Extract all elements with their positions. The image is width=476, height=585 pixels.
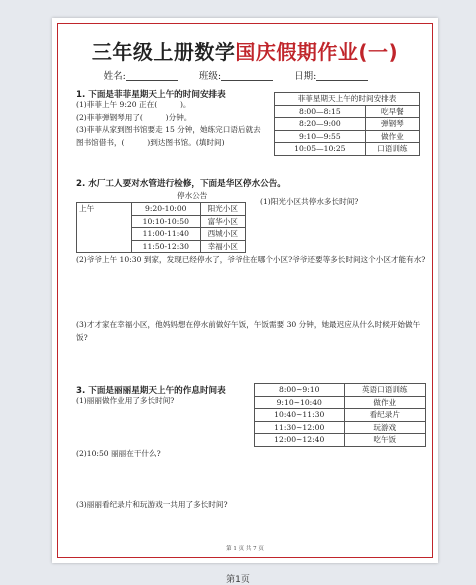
page-caption: 第1页 (226, 575, 250, 585)
s1-q1: (1)菲菲上午 9:20 正在( )。 (76, 100, 191, 109)
name-blank[interactable] (126, 80, 178, 81)
class-label: 班级: (198, 71, 222, 82)
section-2-title: 2. 水厂工人要对水管进行检修，下面是华区停水公告。 (76, 179, 286, 189)
table-cell: 弹钢琴 (365, 118, 419, 131)
table-cell: 口语训练 (365, 143, 419, 156)
table-cell: 12:00~12:40 (255, 434, 345, 447)
s2-q2: (2)爷爷上午 10:30 到家，发现已经停水了，爷爷住在哪个小区?爷爷还要等多长时间这个小区才能有水? (76, 255, 426, 264)
table-cell: 做作业 (365, 130, 419, 143)
table-cell: 西城小区 (200, 228, 245, 241)
s2-period-cell: 上午 (77, 203, 132, 253)
s3-schedule-table (254, 383, 426, 447)
section-3-title: 3. 下面是丽丽星期天上午的作息时间表 (76, 386, 226, 396)
s3-q3: (3)丽丽看纪录片和玩游戏一共用了多长时间? (76, 500, 228, 509)
class-blank[interactable] (221, 80, 273, 81)
s2-notice-table (76, 202, 246, 253)
table-cell: 幸福小区 (200, 240, 245, 253)
table-cell: 8:00~9:10 (255, 384, 345, 397)
table-cell: 吃午饭 (344, 434, 426, 447)
s2-q1: (1)阳光小区共停水多长时间? (260, 197, 359, 206)
table-cell: 11:00-11:40 (132, 228, 201, 241)
table-cell: 玩游戏 (344, 421, 426, 434)
date-label: 日期: (294, 71, 317, 82)
table-cell: 8:00—8:15 (275, 105, 366, 118)
table-cell: 看纪录片 (344, 409, 426, 422)
title-main: 三年级上册数学 (91, 40, 236, 64)
s1-schedule-table (274, 92, 420, 156)
table-cell: 富华小区 (200, 215, 245, 228)
s3-q2: (2)10:50 丽丽在干什么? (76, 449, 161, 458)
s1-table-caption: 菲菲星期天上午的时间安排表 (275, 93, 420, 106)
table-cell: 阳光小区 (200, 203, 245, 216)
table-cell: 吃早餐 (365, 105, 419, 118)
student-info-line (52, 68, 438, 82)
table-cell: 9:10—9:55 (275, 130, 366, 143)
table-cell: 10:10-10:50 (132, 215, 201, 228)
table-cell: 8:20—9:00 (275, 118, 366, 131)
s2-q3: (3)才才家在幸福小区，他妈妈想在停水前做好午饭，午饭需要 30 分钟，她最迟应从什么时候开始做午饭? (76, 320, 421, 342)
s1-q2: (2)菲菲弹钢琴用了( )分钟。 (76, 112, 192, 122)
table-cell: 做作业 (344, 396, 426, 409)
s1-q3: (3)菲菲从家到图书馆要走 15 分钟，她练完口语后就去图书馆借书，( )到达图书馆。(填时间) (76, 125, 261, 147)
table-cell: 9:20-10:00 (132, 203, 201, 216)
date-blank[interactable] (316, 80, 368, 81)
section-1-title: 1. 下面是菲菲星期天上午的时间安排表 (76, 90, 226, 100)
page-title (52, 36, 438, 65)
table-cell: 11:50-12:30 (132, 240, 201, 253)
s3-q1: (1)丽丽做作业用了多长时间? (76, 396, 175, 405)
table-cell: 9:10~10:40 (255, 396, 345, 409)
worksheet-page (52, 18, 438, 563)
table-cell: 11:30~12:00 (255, 421, 345, 434)
table-cell: 10:05—10:25 (275, 143, 366, 156)
table-cell: 10:40~11:30 (255, 409, 345, 422)
page-footer: 第 1 页 共 7 页 (226, 546, 264, 552)
table-cell: 英语口语训练 (344, 384, 426, 397)
s2-table-caption: 停水公告 (177, 191, 208, 200)
name-label: 姓名: (103, 71, 126, 82)
section-1-questions (76, 99, 266, 149)
title-highlight: 国庆假期作业(一) (235, 40, 399, 64)
